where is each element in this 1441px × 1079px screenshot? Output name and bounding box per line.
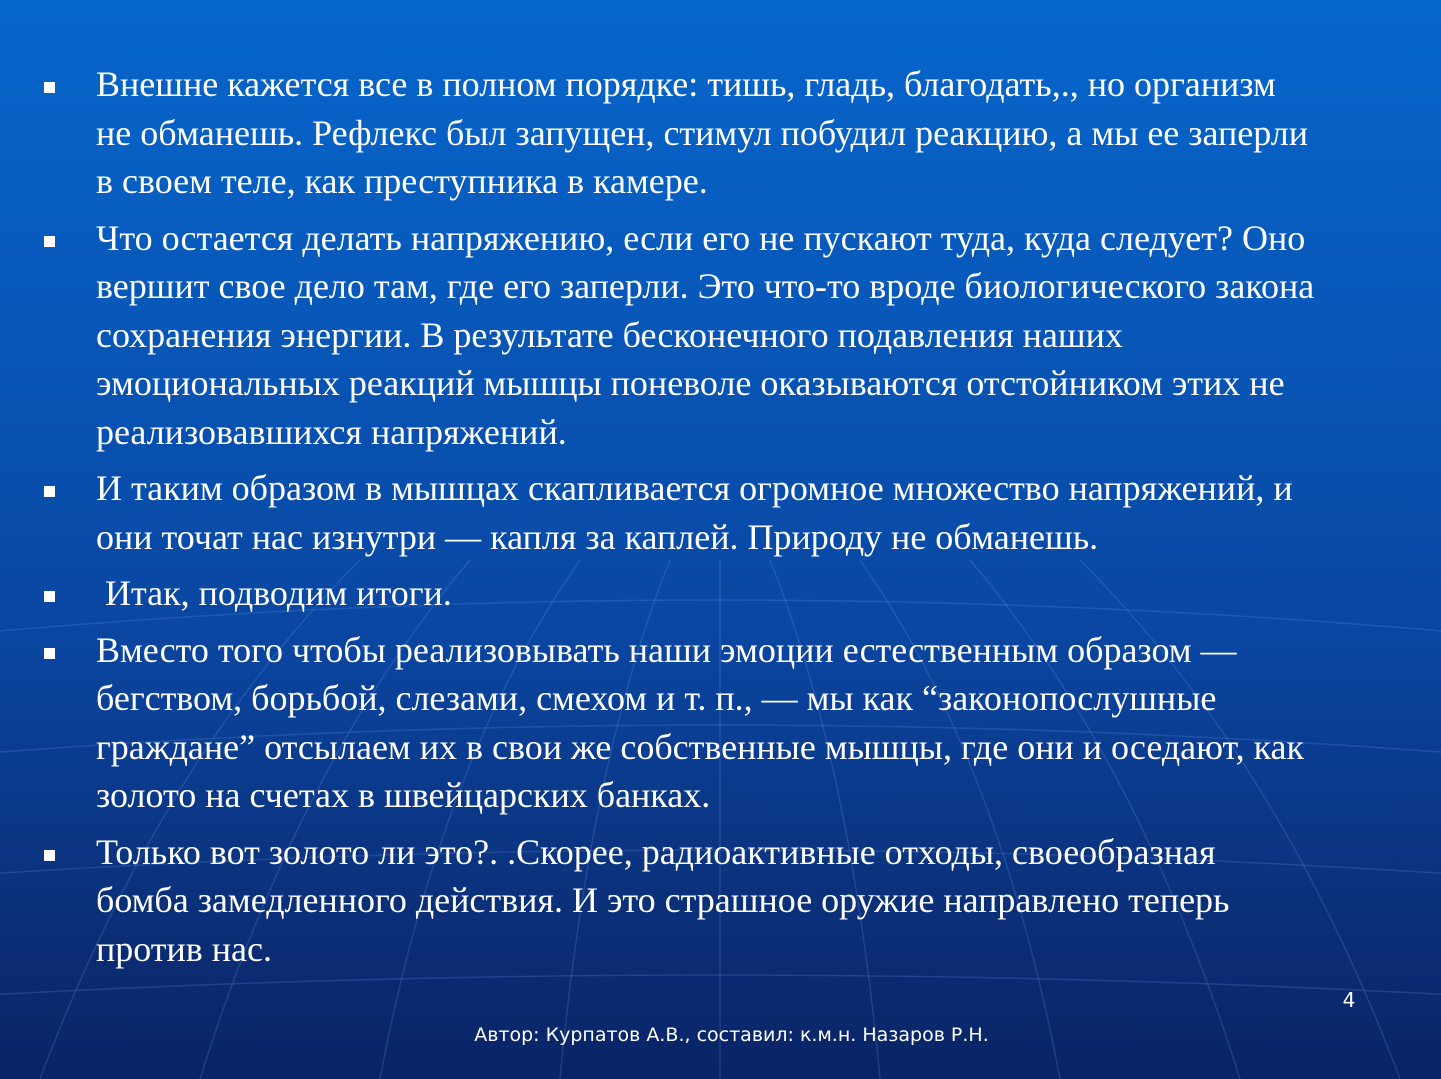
bullet-line: золото на счетах в швейцарских банках. — [96, 775, 711, 815]
footer-credit-text: Автор: Курпатов А.В., составил: к.м.н. Назаров Р.Н. — [474, 1024, 989, 1046]
bullet-item-2 — [0, 214, 1441, 457]
square-bullet-icon — [44, 591, 55, 602]
bullet-line: бегством, борьбой, слезами, смехом и т. п., — мы как “законопослушные — [96, 678, 1217, 718]
bullet-item-3 — [0, 464, 1441, 561]
bullet-item-5 — [0, 626, 1441, 820]
bullet-line: в своем теле, как преступника в камере. — [96, 161, 708, 201]
bullet-item-6 — [0, 828, 1441, 974]
bullet-line: эмоциональных реакций мышцы поневоле оказываются отстойником этих не — [96, 363, 1285, 403]
square-bullet-icon — [44, 486, 55, 497]
bullet-item-4 — [0, 569, 1441, 618]
square-bullet-icon — [44, 82, 55, 93]
bullet-item-1 — [0, 60, 1441, 206]
bullet-line: они точат нас изнутри — капля за каплей. Природу не обманешь. — [96, 516, 1099, 557]
bullet-line: Только вот золото ли это?. .Скорее, радиоактивные отходы, своеобразная — [96, 831, 1216, 872]
bullet-line: бомба замедленного действия. И это страшное оружие направлено теперь — [96, 880, 1230, 920]
bullet-line: сохранения энергии. В результате бесконечного подавления наших — [96, 314, 1123, 355]
bullet-line: против нас. — [96, 928, 273, 969]
bullet-line: Итак, подводим итоги. — [96, 573, 452, 613]
bullet-line: вершит свое дело там, где его заперли. Это что-то вроде биологического закона — [96, 266, 1315, 306]
bullet-line: реализовавшихся напряжений. — [96, 411, 567, 452]
bullet-line: И таким образом в мышцах скапливается огромное множество напряжений, и — [96, 468, 1293, 508]
bullet-line: Внешне кажется все в полном порядке: тишь, гладь, благодать,., но организм — [96, 64, 1276, 104]
page-number: 4 — [1342, 988, 1356, 1012]
square-bullet-icon — [44, 850, 55, 861]
footer-credit — [0, 1024, 1441, 1046]
square-bullet-icon — [44, 236, 55, 247]
square-bullet-icon — [44, 648, 55, 659]
bullet-line: не обманешь. Рефлекс был запущен, стимул побудил реакцию, а мы ее заперли — [96, 112, 1309, 153]
bullet-line: Что остается делать напряжению, если его не пускают туда, куда следует? Оно — [96, 217, 1306, 258]
bullet-line: Вместо того чтобы реализовывать наши эмоции естественным образом — — [96, 629, 1237, 670]
bullet-list — [0, 60, 1441, 981]
bullet-line: граждане” отсылаем их в свои же собственные мышцы, где они и оседают, как — [96, 726, 1304, 767]
